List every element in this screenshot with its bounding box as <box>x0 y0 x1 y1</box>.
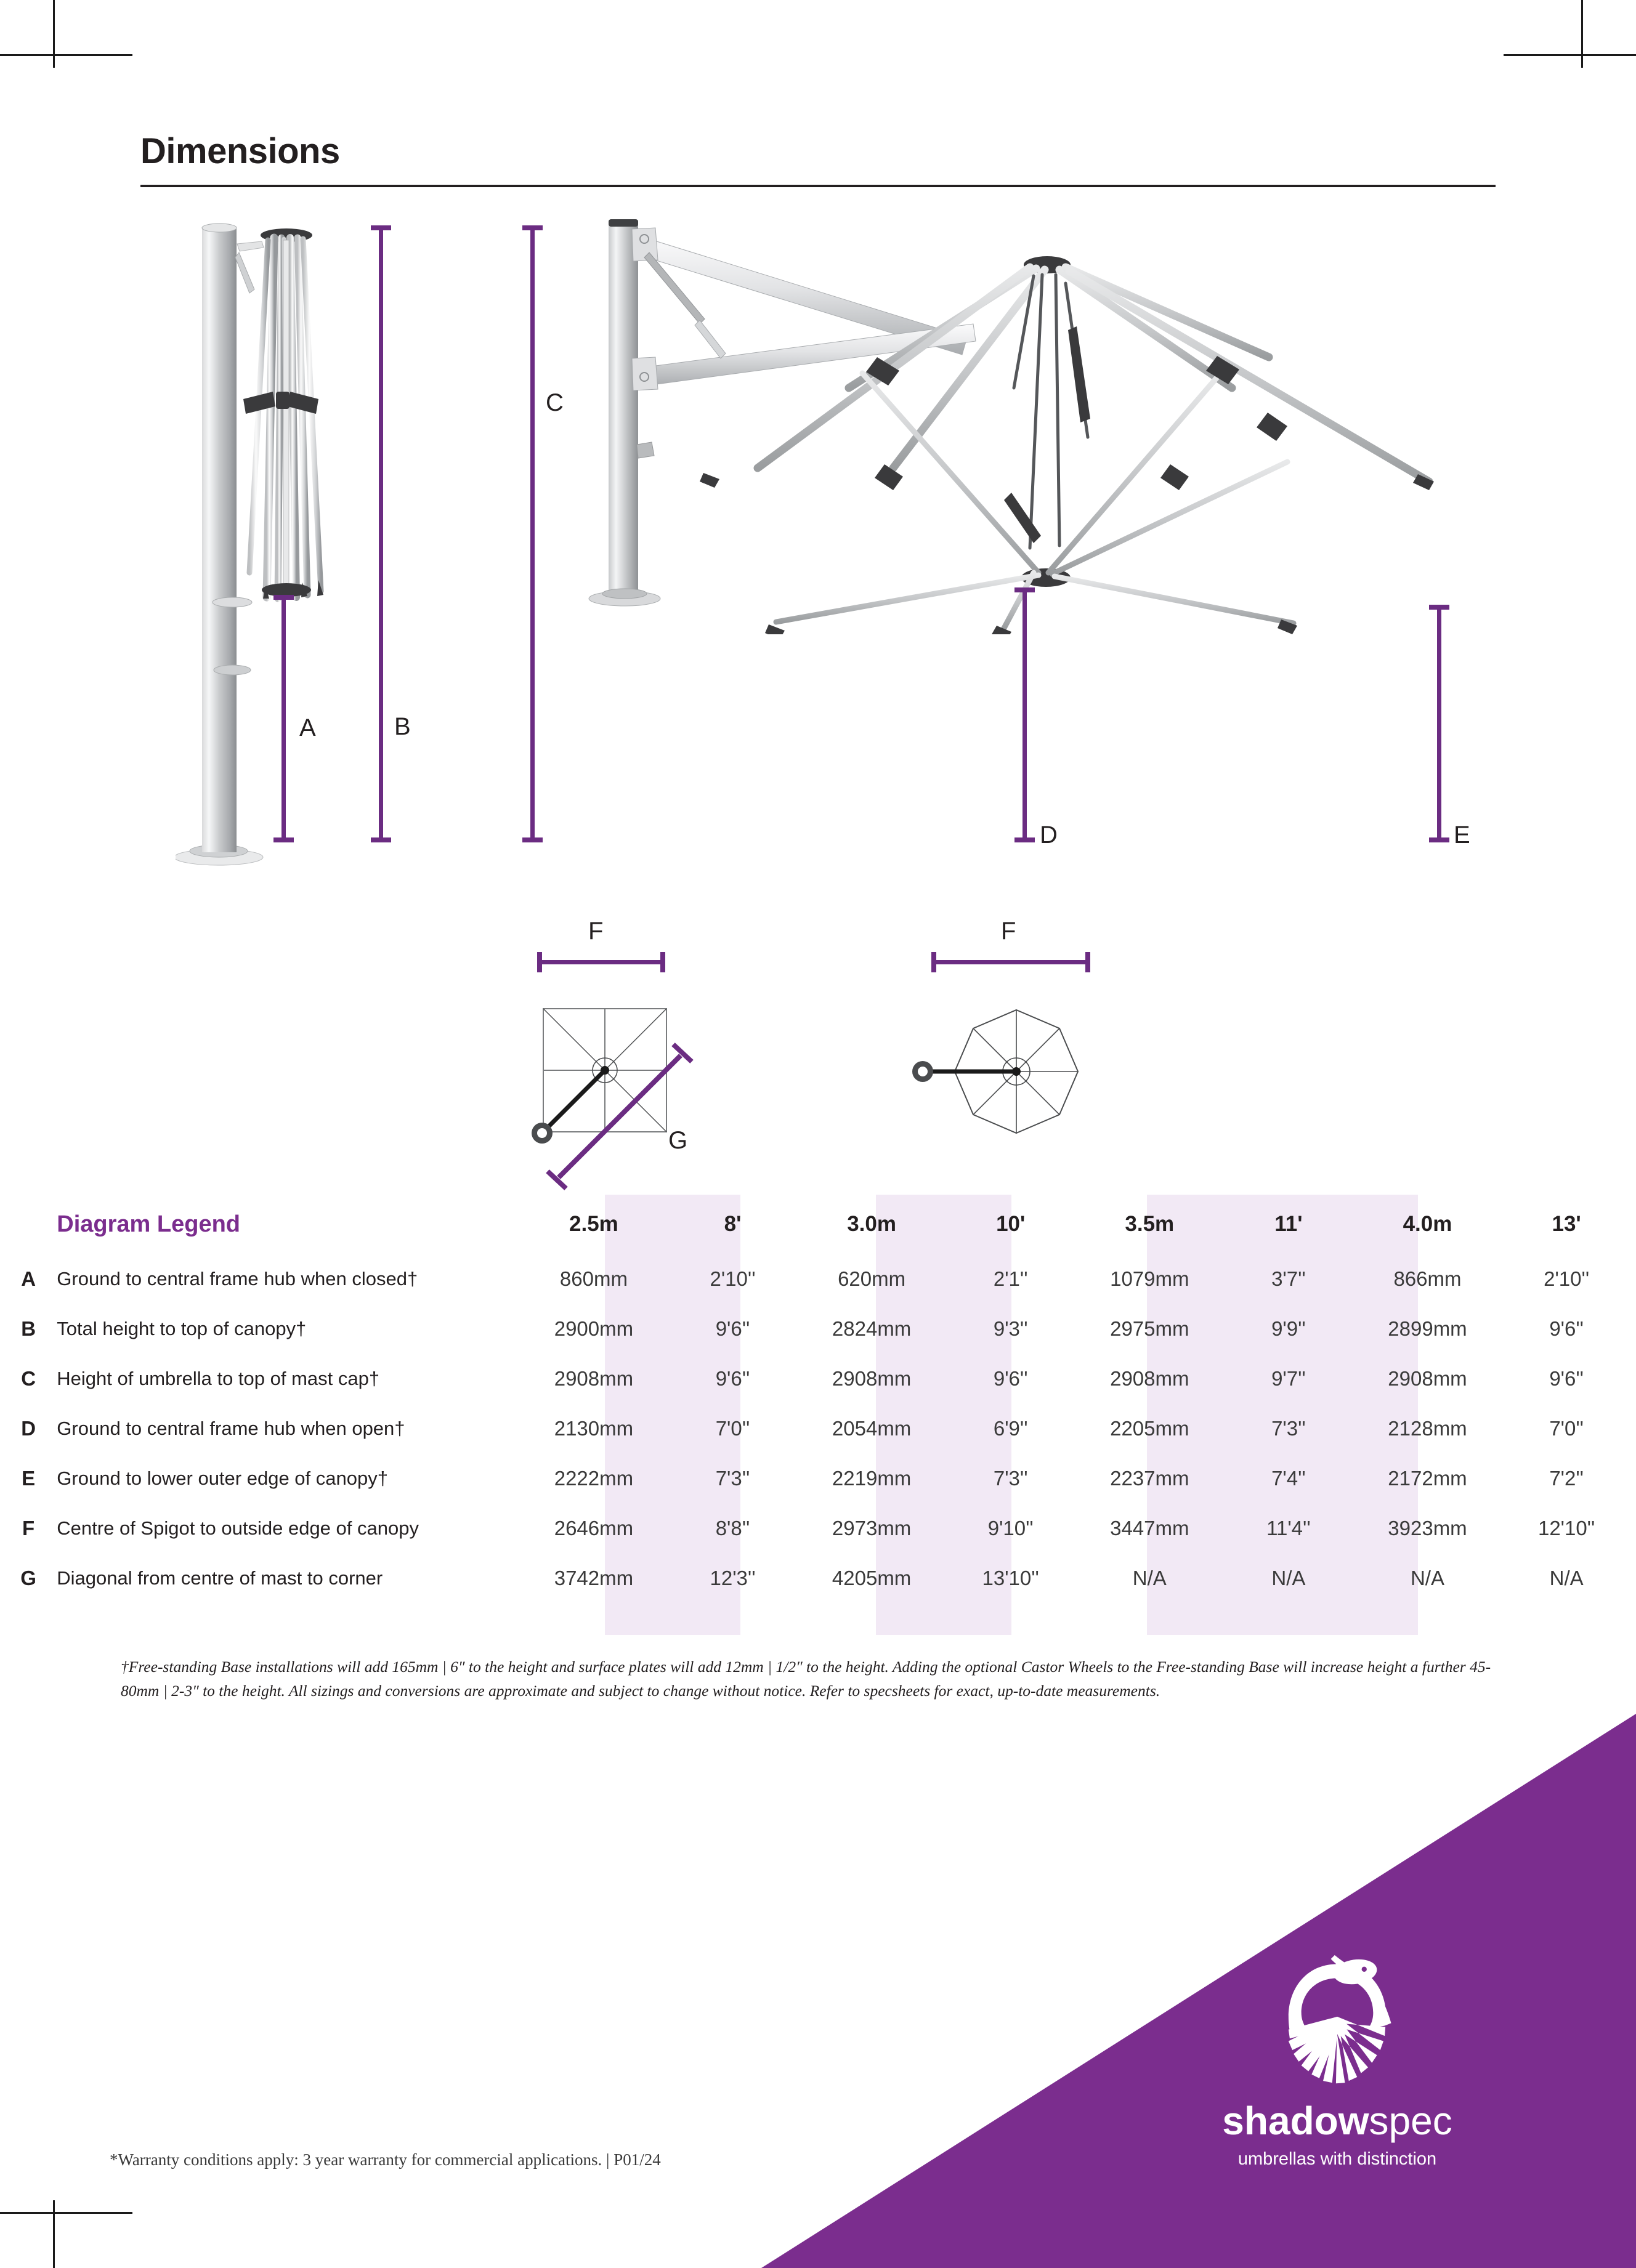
row-key: E <box>22 1466 36 1490</box>
row-value-7: 12'10'' <box>1537 1516 1595 1540</box>
row-key: B <box>21 1317 36 1340</box>
page-title: Dimensions <box>140 131 340 171</box>
row-value-4: 2975mm <box>1110 1317 1189 1340</box>
row-value-7: 9'6'' <box>1549 1366 1584 1390</box>
row-value-7: 7'2'' <box>1549 1466 1584 1490</box>
header-col-2: 3.0m <box>847 1212 896 1236</box>
dim-b-label: B <box>394 713 411 740</box>
row-value-7: 7'0'' <box>1549 1416 1584 1440</box>
legend-header-row <box>0 1195 1636 1254</box>
header-col-3: 10' <box>996 1212 1026 1236</box>
dim-e-label: E <box>1454 821 1470 849</box>
row-description: Centre of Spigot to outside edge of canopy <box>57 1517 419 1539</box>
dim-f-square-label: F <box>588 918 604 945</box>
row-value-2: 4205mm <box>832 1566 912 1589</box>
crop-mark-top-right-v <box>1581 0 1583 68</box>
row-value-1: 9'6'' <box>715 1366 750 1390</box>
row-value-6: 866mm <box>1393 1267 1462 1290</box>
crop-mark-bottom-left-v <box>53 2200 55 2268</box>
dim-f-octagon-label: F <box>1001 918 1016 945</box>
brand-tagline: umbrellas with distinction <box>1237 2149 1437 2169</box>
header-col-7: 13' <box>1552 1212 1581 1236</box>
closed-umbrella-illustration <box>176 203 360 881</box>
dim-e-line <box>1437 605 1441 841</box>
dim-g-line <box>527 1004 748 1207</box>
legend-table-head <box>0 1195 1636 1254</box>
table-row <box>0 1453 1636 1503</box>
title-divider <box>140 185 1496 187</box>
row-value-0: 3742mm <box>554 1566 634 1589</box>
header-col-4: 3.5m <box>1125 1212 1175 1236</box>
row-value-6: 2908mm <box>1388 1366 1467 1390</box>
warranty-text: *Warranty conditions apply: 3 year warranty for commercial applications. | P01/24 <box>110 2150 661 2169</box>
row-description: Ground to lower outer edge of canopy† <box>57 1467 388 1489</box>
header-col-1: 8' <box>724 1212 742 1236</box>
brand-wordmark <box>1193 2101 1482 2141</box>
row-value-3: 6'9'' <box>993 1416 1028 1440</box>
crop-mark-top-left-h <box>0 54 132 56</box>
dim-a-cap-bottom <box>273 837 294 842</box>
dim-e-cap-bottom <box>1429 837 1449 842</box>
row-value-3: 9'10'' <box>987 1516 1034 1540</box>
header-col-6: 4.0m <box>1403 1212 1452 1236</box>
table-row <box>0 1304 1636 1354</box>
row-value-5: 7'4'' <box>1271 1466 1306 1490</box>
row-value-3: 2'1'' <box>993 1267 1028 1290</box>
legend-table-body <box>0 1254 1636 1603</box>
brand-word-spec: spec <box>1369 2099 1452 2143</box>
row-key: G <box>20 1566 36 1589</box>
row-value-2: 2054mm <box>832 1416 912 1440</box>
table-row <box>0 1553 1636 1603</box>
row-value-1: 2'10'' <box>710 1267 756 1290</box>
row-value-3: 9'6'' <box>993 1366 1028 1390</box>
row-value-5: 9'9'' <box>1271 1317 1306 1340</box>
table-row <box>0 1354 1636 1403</box>
row-value-5: 3'7'' <box>1271 1267 1306 1290</box>
row-value-1: 7'3'' <box>715 1466 750 1490</box>
table-row <box>0 1254 1636 1304</box>
row-value-6: 2128mm <box>1388 1416 1467 1440</box>
row-value-2: 2908mm <box>832 1366 912 1390</box>
row-key: F <box>22 1516 35 1540</box>
dim-c-label: C <box>546 389 564 416</box>
row-value-0: 2900mm <box>554 1317 634 1340</box>
row-value-1: 8'8'' <box>715 1516 750 1540</box>
row-description: Total height to top of canopy† <box>57 1317 307 1339</box>
header-col-0: 2.5m <box>569 1212 618 1236</box>
crop-mark-top-left-v <box>53 0 55 68</box>
table-row <box>0 1403 1636 1453</box>
dim-d-cap-bottom <box>1014 837 1035 842</box>
row-value-0: 2222mm <box>554 1466 634 1490</box>
row-key: C <box>21 1366 36 1390</box>
dim-g-label: G <box>668 1127 688 1154</box>
row-value-5: 9'7'' <box>1271 1366 1306 1390</box>
dim-c-cap-bottom <box>522 837 543 842</box>
row-value-6: 3923mm <box>1388 1516 1467 1540</box>
row-value-3: 13'10'' <box>982 1566 1039 1589</box>
row-key: A <box>21 1267 36 1290</box>
dim-a-line <box>281 595 286 841</box>
row-value-0: 2646mm <box>554 1516 634 1540</box>
row-value-1: 9'6'' <box>715 1317 750 1340</box>
hummingbird-fan-icon <box>1260 1941 1414 2095</box>
crop-mark-top-right-h <box>1504 54 1636 56</box>
row-value-4: 1079mm <box>1110 1267 1189 1290</box>
open-umbrella-frame-illustration <box>573 203 1435 634</box>
row-value-2: 2824mm <box>832 1317 912 1340</box>
table-row <box>0 1503 1636 1553</box>
brand-logo <box>1193 1941 1482 2169</box>
row-value-7: N/A <box>1549 1566 1584 1589</box>
dim-b-cap-bottom <box>371 837 391 842</box>
crop-mark-bottom-left-h <box>0 2212 132 2214</box>
row-value-3: 7'3'' <box>993 1466 1028 1490</box>
octagon-canopy-plan <box>887 998 1133 1195</box>
row-value-6: 2899mm <box>1388 1317 1467 1340</box>
row-value-3: 9'3'' <box>993 1317 1028 1340</box>
row-value-4: 3447mm <box>1110 1516 1189 1540</box>
row-value-2: 620mm <box>838 1267 906 1290</box>
row-value-5: 11'4'' <box>1266 1516 1311 1540</box>
row-value-5: 7'3'' <box>1271 1416 1306 1440</box>
footnote-text: †Free-standing Base installations will add 165mm | 6″ to the height and surface plates will add 12mm | 1/2″ to the height. Adding the optional Castor Wheels to the Free-standing Base will increase height a further 45-80mm | 2-3″ to the height. All sizings and conversions are approximate and subject to change without notice. Refer to specsheets for exact, up-to-date measurements. <box>121 1658 1491 1700</box>
dim-f-octagon-line <box>931 960 1090 964</box>
row-description: Ground to central frame hub when open† <box>57 1417 405 1439</box>
row-value-2: 2973mm <box>832 1516 912 1540</box>
brand-word-shadow: shadow <box>1222 2099 1369 2143</box>
dim-f-octagon-cap-right <box>1085 952 1090 972</box>
row-value-5: N/A <box>1271 1566 1306 1589</box>
legend-table <box>0 1195 1636 1603</box>
dim-f-square-line <box>537 960 665 964</box>
row-value-1: 12'3'' <box>710 1566 756 1589</box>
row-value-7: 9'6'' <box>1549 1317 1584 1340</box>
dim-d-label: D <box>1040 821 1058 849</box>
diagram-legend-table <box>0 1195 1636 1603</box>
dim-d-line <box>1022 587 1027 841</box>
row-value-4: 2908mm <box>1110 1366 1189 1390</box>
row-description: Height of umbrella to top of mast cap† <box>57 1367 380 1389</box>
row-value-2: 2219mm <box>832 1466 912 1490</box>
row-value-0: 860mm <box>559 1267 628 1290</box>
row-value-4: 2205mm <box>1110 1416 1189 1440</box>
header-col-5: 11' <box>1274 1212 1303 1236</box>
dim-c-line <box>530 225 535 841</box>
row-value-6: 2172mm <box>1388 1466 1467 1490</box>
row-value-4: 2237mm <box>1110 1466 1189 1490</box>
row-value-7: 2'10'' <box>1544 1267 1590 1290</box>
row-value-1: 7'0'' <box>715 1416 750 1440</box>
dim-b-line <box>379 225 383 841</box>
dim-a-label: A <box>299 714 316 741</box>
row-value-4: N/A <box>1132 1566 1167 1589</box>
dim-f-square-cap-right <box>660 952 665 972</box>
dimension-diagrams <box>0 203 1636 1164</box>
row-value-0: 2908mm <box>554 1366 634 1390</box>
row-description: Ground to central frame hub when closed† <box>57 1267 418 1289</box>
row-value-0: 2130mm <box>554 1416 634 1440</box>
legend-heading: Diagram Legend <box>57 1211 241 1237</box>
row-key: D <box>21 1416 36 1440</box>
header-key-blank <box>0 1195 57 1254</box>
row-value-6: N/A <box>1410 1566 1444 1589</box>
row-description: Diagonal from centre of mast to corner <box>57 1567 383 1589</box>
